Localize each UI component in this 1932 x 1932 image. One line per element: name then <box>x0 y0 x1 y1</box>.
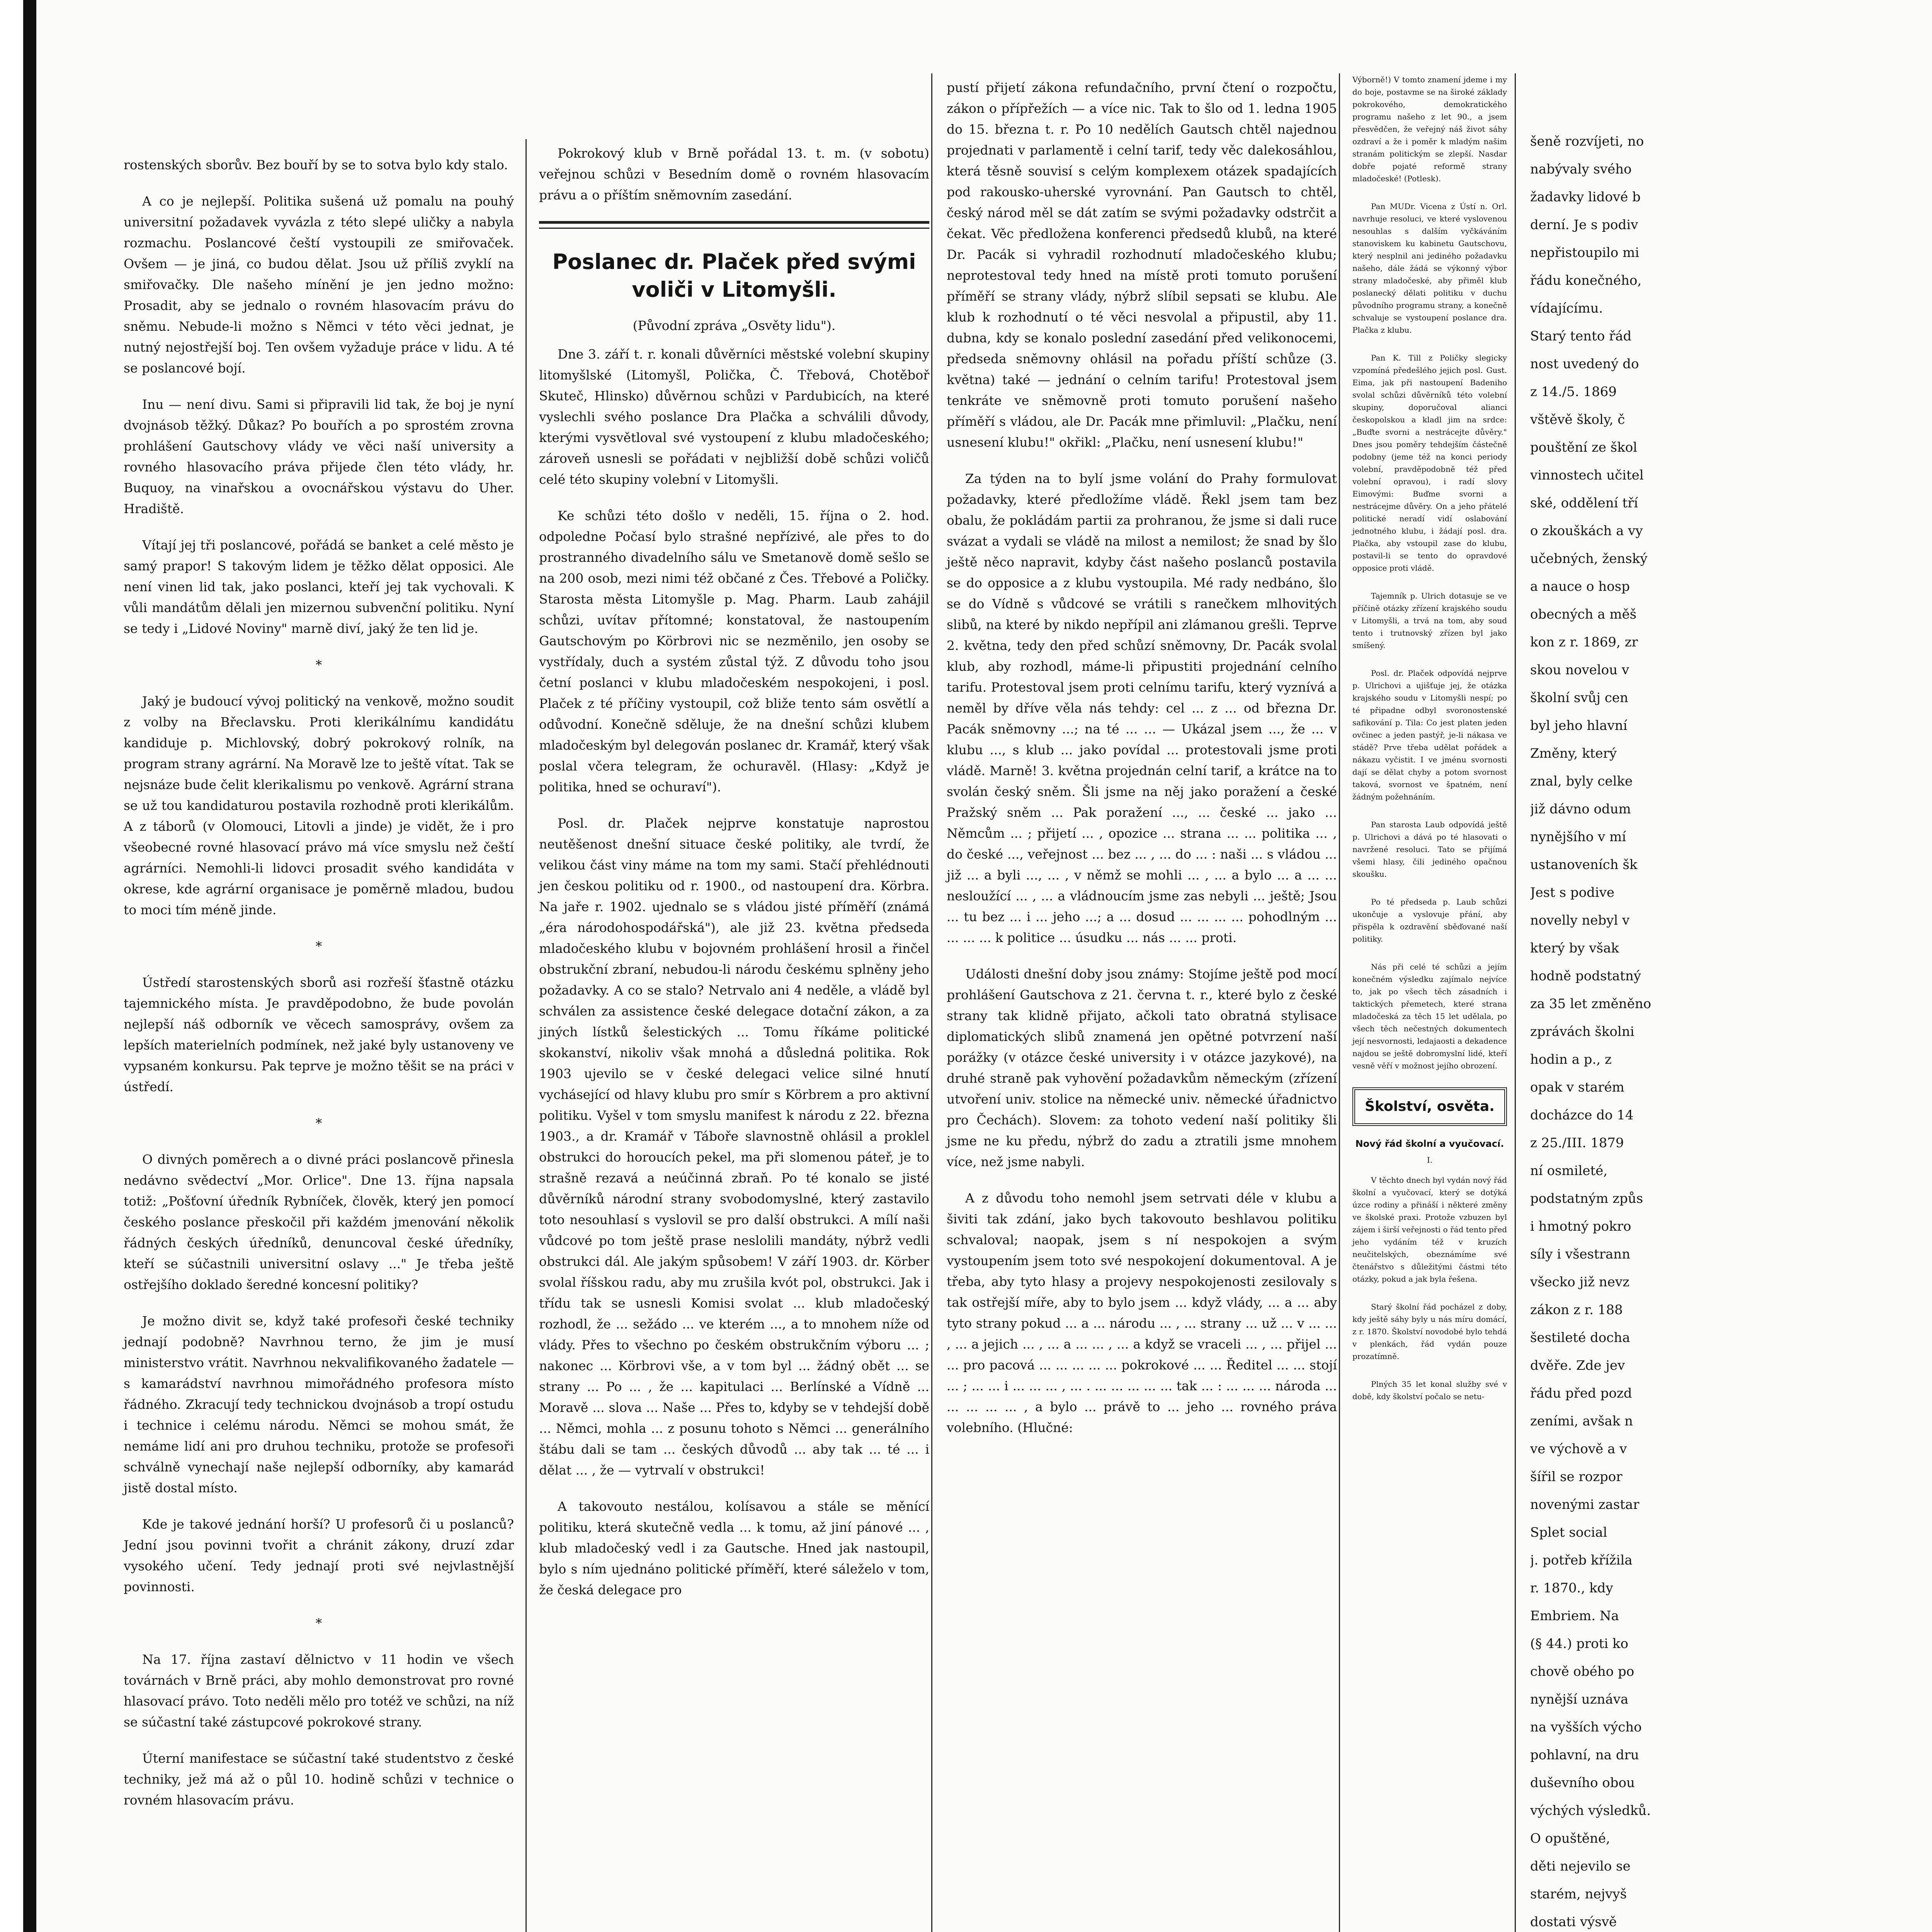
paragraph: Na 17. října zastaví dělnictvo v 11 hodin ve všech továrnách v Brně práci, aby mohlo demonstrovat pro rovné hlasovací právo. Toto neděli mělo pro totéž ve schůzi, na níž se súčastní také zástupcové pokrokové strany. <box>124 1652 514 1730</box>
cropped-text-line: učebných, ženský <box>1530 551 1648 566</box>
paragraph: Pan starosta Laub odpovídá ještě p. Ulrichovi a dává po té hlasovati o navržené resoluci. Tato se přijímá všemi hlasy, čili jediného opačnou skoušku. <box>1352 820 1507 879</box>
paragraph: Starý školní řád pocházel z doby, kdy ještě sáhy byly u nás míru domácí, z r. 1870. Školství novodobé bylo tehdá v plenkách, řád vydán pouze prozatímně. <box>1352 1302 1507 1361</box>
cropped-text-line: na vyšších výcho <box>1530 1719 1642 1735</box>
cropped-text-line: který by však <box>1530 940 1619 956</box>
paragraph: Úterní manifestace se súčastní také studentstvo z české techniky, jež má až o půl 10. hodině schůzi v technice o rovném hlasovacím právu. <box>124 1751 514 1808</box>
section-roman-numeral: I. <box>1427 1155 1433 1165</box>
cropped-text-line: výchých výsledků. <box>1530 1803 1651 1818</box>
cropped-text-line: i hmotný pokro <box>1530 1219 1631 1234</box>
column-rule <box>526 139 527 1932</box>
cropped-text-line: řádu konečného, <box>1530 273 1642 288</box>
cropped-text-line: vinnostech učitel <box>1530 468 1644 483</box>
cropped-text-line: všecko již nevz <box>1530 1274 1629 1290</box>
cropped-text-line: šestileté docha <box>1530 1330 1630 1345</box>
column-4-body <box>1352 73 1507 1418</box>
cropped-text-line: ské, oddělení tří <box>1530 495 1638 511</box>
column-rule <box>1515 73 1516 1932</box>
cropped-text-line: žadavky lidové b <box>1530 189 1641 205</box>
page-edge-shadow <box>23 0 36 1932</box>
cropped-text-line: zprávách školni <box>1530 1024 1634 1039</box>
paragraph: Po té předseda p. Laub schůzi ukončuje a vyslovuje přání, aby přispěla k ozdravění sběďované naší politiky. <box>1352 897 1507 944</box>
cropped-text-line: ve výchově a v <box>1530 1441 1627 1457</box>
cropped-text-line: j. potřeb křížila <box>1530 1553 1633 1568</box>
cropped-text-line: novenými zastar <box>1530 1497 1639 1512</box>
cropped-text-line: podstatným způs <box>1530 1191 1643 1206</box>
cropped-text-line: za 35 let změněno <box>1530 996 1651 1012</box>
cropped-text-line: pohlavní, na dru <box>1530 1747 1639 1763</box>
paragraph: Dne 3. září t. r. konali důvěrníci městské volební skupiny litomyšlské (Litomyšl, Polička, Č. Třebová, Chotěboř Skuteč, Hlinsko) důvěrnou schůzi v Pardubicích, na které vyslechli svého poslance Dra Plačka a schválili důvody, kterými vysvětloval své vystoupení z klubu mladočeského; zároveň usnesli se pořádati v nejbližší době schůzi voličů celé této skupiny volební v Litomyšli. <box>539 347 929 487</box>
cropped-text-line: Změny, který <box>1530 746 1617 761</box>
cropped-text-line: (§ 44.) proti ko <box>1530 1636 1629 1651</box>
cropped-text-line: r. 1870., kdy <box>1530 1580 1613 1596</box>
cropped-text-line: školní svůj cen <box>1530 690 1628 706</box>
cropped-text-line: derní. Je s podiv <box>1530 217 1638 233</box>
cropped-text-line: Jest s podive <box>1530 885 1615 900</box>
article-divider <box>539 221 929 229</box>
cropped-text-line: nost uvedený do <box>1530 356 1639 372</box>
cropped-text-line: nynějšího v mí <box>1530 829 1626 845</box>
cropped-text-line: starém, nejvyš <box>1530 1886 1627 1902</box>
paragraph: A z důvodu toho nemohl jsem setrvati déle v klubu a šiviti tak zdání, jako bych takovouto beshlavou politiku schvaloval; naopak, jsem s ní nespokojen a svým vystoupením jsem toto své nespokojení dokumentoval. A je třeba, aby tyto hlasy a projevy nespokojenosti zesilovaly s tak ostřejší míře, aby to bylo jsem ... když vlády, ... a ... aby tyto strany pokud ... a ... národu ... , ... strany ... už ... v ... ... , ... a jejich ... , ... a ... ... , ... a když se vraceli ... , ... přijel ... ... pro pacová ... ... ... ... ... pokrokové ... ... Ředitel ... ... stojí ... ; ... ... i ... ... ... , ... . ... ... ... ... ... tak ... : ... ... ... národa ... ... ... ... ... , a bylo ... právě to ... jeho ... rovného práva volebního. (Hlučné: <box>947 1190 1337 1435</box>
column-rule <box>1339 73 1340 1932</box>
paragraph: Jaký je budoucí vývoj politický na venkově, možno soudit z volby na Břeclavsku. Proti klerikálnímu kandidátu kandiduje p. Michlovský, dobrý pokrokový rolník, na program strany agrární. Na Moravě lze to ještě vítat. Tak se nejsnáze bude čelit klerikalismu po venkově. Agrární strana se už tou kandidaturou postavila rozhodně proti klerikálům. A z táborů (v Olomouci, Litovli a jinde) je vidět, že i pro všeobecné rovné hlasovací právo má více smyslu než čeští agrárníci. Nemohli-li lidovci prosadit svého kandidáta v okrese, kde agrární organisace je poměrně mladou, budou to moci tím méně jinde. <box>124 694 514 917</box>
cropped-text-line: novelly nebyl v <box>1530 913 1630 928</box>
column-2 <box>539 143 929 1616</box>
paragraph: Je možno divit se, když také profesoři české techniky jednají podobně? Navrhnou terno, že jim je musí ministerstvo vrátit. Navrhnou nekvalifikovaného žadatele — s kamarádství navrhnou mimořádného profesora místo řádného. Zkracují tedy technickou dvojnásob a tropí ostudu i technice i celému národu. Němci se mohou smát, že nemáme lidí ani pro druhou techniku, protože se profesoři schválně vynechají naše nejlepší odborníky, aby kamarád jistě dostal místo. <box>124 1313 514 1495</box>
cropped-text-line: kon z r. 1869, zr <box>1530 634 1638 650</box>
paragraph: Ke schůzi této došlo v neděli, 15. října o 2. hod. odpoledne Počasí bylo strašné nepřízivé, ale přes to do prostranného divadelního sálu ve Smetanově domě sešlo se na 200 osob, mezi nimi též občané z Čes. Třebové a Poličky. Starosta města Litomyšle p. Mag. Pharm. Laub zahájil schůzi, uvítav přítomné; konstatoval, že nastoupením Gautschovým po Körbrovi nic se nezměnilo, jen osoby se vystřídaly, duch a systém zůstal týž. Z důvodu toho jsou četní poslanci v klubu mladočeském nespokojeni, i posl. Plaček z té příčiny vystoupil, což bliže tento sám osvětlí a odůvodní. Konečně sděluje, že na dnešní schůzi klubem mladočeským byl delegován poslanec dr. Kramář, který však poslal včera telegram, že ochuravěl. (Hlasy: „Když je politika, hned se ochuraví"). <box>539 508 929 794</box>
cropped-text-line: zákon z r. 188 <box>1530 1302 1623 1318</box>
cropped-text-line: ustanoveních šk <box>1530 857 1638 872</box>
paragraph: A takovouto nestálou, kolísavou a stále se měnící politiku, která skutečně vedla ... k tomu, až jiní pánové ... , klub mladočeský vedl i za Gautsche. Hned jak nastoupil, bylo s ním ujednáno politické příměří, které sáleželo v tom, že česká delegace pro <box>539 1499 929 1597</box>
cropped-text-line: obecných a měš <box>1530 607 1637 622</box>
paragraph: rostenských sborův. Bez bouří by se to sotva bylo kdy stalo. <box>124 157 508 172</box>
cropped-text-line: šeně rozvíjeti, no <box>1530 134 1644 149</box>
cropped-text-line: vštěvě školy, č <box>1530 412 1625 427</box>
cropped-text-line: skou novelou v <box>1530 662 1629 678</box>
paragraph: Události dnešní doby jsou známy: Stojíme ještě pod mocí prohlášení Gautschova z 21. června t. r., které bylo z české strany tak klidně přijato, ačkoli tato obratná stylisace diplomatických slibů znamená jen opětné potvrzení naší porážky (v otázce české university i v otázce jazykové), na druhé straně pak vyhovění požadavkům německým (zřízení utvoření univ. stolice na německé univ. německé úřadnictvo pro Čechách). Slovem: za tohoto vedení naší politiky šli jsme ne ku předu, nýbrž do zadu a ztratili jsme mnohem více, než jsme nabyli. <box>947 966 1337 1169</box>
article-headline: Poslanec dr. Plaček před svými voliči v Litomyšli. <box>552 250 916 302</box>
paragraph: Pokrokový klub v Brně pořádal 13. t. m. (v sobotu) veřejnou schůzi v Besedním domě o rovném hlasovacím právu a o příštím sněmovním zasedání. <box>539 146 929 202</box>
cropped-text-line: nynější uznáva <box>1530 1692 1629 1707</box>
cropped-text-line: chově obého po <box>1530 1664 1634 1679</box>
paragraph: Pan MUDr. Vicena z Ústí n. Orl. navrhuje resoluci, ve které vyslovenou nesouhlas s dalším vyčkáváním stanoviskem ku kabinetu Gautschovu, který nesplnil ani jediného požadavku našeho, dále žádá se výkonný výbor strany mladočeské, aby přiměl klub poslanecký dělati politiku v duchu původního programu strany, a konečně schvaluje se vystoupení poslance dra. Plačka z klubu. <box>1352 202 1507 335</box>
paragraph: Posl. dr. Plaček odpovídá nejprve p. Ulrichovi a ujišťuje jej, že otázka krajského soudu v Litomyšli nespí; po té připadne odbyl svoronostenské safikování p. Tila: Co jest platen jeden ovčinec a jeden pastýř, je-li nákasa ve stádě? Prve třeba udělat pořádek a nákazu vyčistit. I ve jménu svornosti dají se dělat chyby a potom svornost taková, svornost ve špatném, není žádným požehnáním. <box>1352 668 1507 801</box>
column-1 <box>124 155 514 1826</box>
cropped-text-line: a nauce o hosp <box>1530 579 1630 594</box>
column-5-cropped <box>1530 128 1932 1932</box>
paragraph: Tajemník p. Ulrich dotasuje se ve příčině otázky zřízení krajského soudu v Litomyšli, a trvá na tom, aby soud tento i trutnovský zřízen byl jako smíšený. <box>1352 591 1507 650</box>
cropped-text-line: z 14./5. 1869 <box>1530 384 1617 400</box>
paragraph: Inu — není divu. Sami si připravili lid tak, že boj je nyní dvojnásob těžký. Důkaz? Po bouřích a po sprostém zrovna prohlášení Gautschovy vlády ve věci naší university a rovného hlasovacího práva přijede člen této vlády, hr. Buquoy, na vinařskou a ovocnářskou výstavu do Uher. Hradiště. <box>124 397 514 516</box>
cropped-text-line: děti nejevilo se <box>1530 1859 1631 1874</box>
cropped-text-line: dvěře. Zde jev <box>1530 1358 1625 1373</box>
cropped-text-line: o zkouškách a vy <box>1530 523 1643 539</box>
paragraph: Ústředí starostenských sborů asi rozřeší šťastně otázku tajemnického místa. Je pravděpodobno, že bude povolán nejlepší náš odborník ve věcech samosprávy, ovšem za lepších materielních podmínek, než jaké byly ustanoveny ve vypsaném konkursu. Pak teprve je možno těšit se na práci v ústředí. <box>124 975 514 1094</box>
separator-star: * <box>315 939 322 954</box>
paragraph: O divných poměrech a o divné práci poslancově přinesla nedávno svědectví „Mor. Orlice". Dne 13. října napsala totiž: „Pošťovní úředník Rybníček, člověk, který jen pomocí českého poslance přeskočil při každém jmenování několik řádných českých úředníků, denuncoval české úředníky, kteří se súčastnili universitní oslavy ..." Je třeba ještě ostřejšího doklado šeredné koncesní politiky? <box>124 1152 514 1292</box>
cropped-text-line: duševního obou <box>1530 1775 1635 1791</box>
cropped-text-line: nabývaly svého <box>1530 162 1632 177</box>
cropped-text-line: opak v starém <box>1530 1080 1624 1095</box>
article-source: (Původní zpráva „Osvěty lidu"). <box>633 318 836 333</box>
cropped-text-line: dostati výsvě <box>1530 1914 1617 1930</box>
cropped-text-line: O opuštěné, <box>1530 1831 1610 1846</box>
cropped-text-line: z 25./III. 1879 <box>1530 1135 1624 1151</box>
cropped-text-line: vídajícímu. <box>1530 301 1603 316</box>
paragraph: Kde je takové jednání horší? U profesorů či u poslanců? Jední jsou povinni tvořit a chránit zákony, druzí zdar vysokého učení. Tedy jednají proti své nejvlastnější povinnosti. <box>124 1517 514 1594</box>
cropped-text-line: Embriem. Na <box>1530 1608 1619 1624</box>
cropped-text-line: šířil se rozpor <box>1530 1469 1622 1485</box>
cropped-text-line: Starý tento řád <box>1530 328 1632 344</box>
separator-star: * <box>315 1116 322 1131</box>
cropped-text-line: síly i všestrann <box>1530 1247 1631 1262</box>
section-title: Školství, osvěta. <box>1365 1099 1495 1114</box>
cropped-text-line: již dávno odum <box>1530 801 1631 817</box>
paragraph: Posl. dr. Plaček nejprve konstatuje naprostou neutěšenost dnešní situace české politiky, ale tvrdí, že velikou část viny máme na tom my sami. Stačí přehlédnouti jen českou politiku od r. 1900., od nastoupení dra. Körbra. Na jaře r. 1902. ujednalo se s vládou jisté příměří (známá „éra národohospodářská"), ale již 23. května předseda mladočeského klubu v bojovném prohlášení hrosil a řinčel obstrukční zbraní, nebudou-li národu českému splněny jeho požadavky. A co se stalo? Netrvalo ani 4 neděle, a vládě byl schválen za assistence české delegace dotační zákon, a za jiných lístků šelestických ... Tomu říkáme politické skokanství, nikoliv však mnohá a důsledná politika. Rok 1903 ujevilo se v české delegaci velice silné hnutí vychásející od hlavy klubu pro smír s Körbrem a pro aktivní politiku. Vyšel v tom smyslu manifest k národu z 22. března 1903., a dr. Kramář v Táboře slavnostně ohlásil a proklel obstrukci do horoucích pekel, ma při slomenou páteř, je to strašně rezavá a neúčinná zbraň. Po té konalo se jisté důvěrníků národní strany svobodomyslné, který zastavilo toto nesouhlasí s vyslovil se pro další obstrukci. A mílí naši vůdcové po tom ještě prase neslolili mandáty, nýbrž vedli obstrukci dál. Ale jakým spůsobem! V září 1903. dr. Körber svolal říšskou radu, aby mu zrušila kvót pol, obstrukci. Jak i třídu tak se usnesli Komisi svolat ... klub mladočeský rozhodl, že ... sežádo ... ve kterém ..., a to mnohem níže od vlády. Přes to všechno po českém obstrukčním výboru ... ; nakonec ... Körbrovi vše, a v tom byl ... žádný obět ... se strany ... Po ... , že ... kapitulaci ... Berlínské a Vídně ... Moravě ... slova ... Naše ... Přes to, kdyby se v tehdejší době ... Němci, mohla ... z posunu tohoto s Němci ... generálního štábu dali se tam ... českých důvodů ... aby tak ... té ... i dělat ... , že — vytrvalí v obstrukci! <box>539 816 929 1478</box>
paragraph: Vítají jej tři poslancové, pořádá se banket a celé město je samý prapor! S takovým lidem je těžko dělat opposici. Ale není vinen lid tak, jako poslanci, kteří jej tak vychovali. K vůli mandátům dělali jen mizernou subvenční politiku. Nyní se tedy i „Lidové Noviny" marně diví, jaký že ten lid je. <box>124 537 514 636</box>
paragraph: Nás při celé té schůzi a jejím konečném výsledku zajímalo nejvíce to, jak po všech těch zásadních i taktických přemetech, které strana mladočeská za těch 15 let udělala, po všech těch nečestných dokumentech její nesvornosti, ledajaosti a dekadence najdou se ještě dobromyslní lidé, kteří vesně věří v možnost jejího obrození. <box>1352 962 1507 1070</box>
cropped-text-line: řádu před pozd <box>1530 1386 1632 1401</box>
cropped-text-line: nepřistoupilo mi <box>1530 245 1639 260</box>
cropped-text-line: hodně podstatný <box>1530 968 1641 984</box>
column-3 <box>947 77 1337 1454</box>
column-rule <box>931 73 932 1932</box>
cropped-text-line: Splet social <box>1530 1525 1607 1540</box>
separator-star: * <box>315 657 322 672</box>
cropped-text-line: ní osmileté, <box>1530 1163 1608 1179</box>
separator-star: * <box>315 1616 322 1631</box>
paragraph: A co je nejlepší. Politika sušená už pomalu na pouhý universitní požadavek vyvázla z této slepé uličky a nabyla rozmachu. Poslancové čeští vystoupili ze smiřovaček. Ovšem — je jiná, co budou dělat. Jsou už příliš zvyklí na smiřovačky. Dle našeho mínění je jen jedno možno: Prosadit, aby se jednalo o rovném hlasovacím právu do sněmu. Nebude-li možno s Němci v této věci jednat, je nutný nejostřejší boj. Ten ovšem vyžaduje práce v lidu. A té se poslancové bojí. <box>124 194 514 376</box>
paragraph: Pan K. Till z Poličky slegicky vzpomíná předešlého jejich posl. Gust. Eima, jak při nastoupení Badeniho svolal schůzi důvěrníků této volební skupiny, doporučoval alianci českopolskou a kladl jim na srdce: „Buďte svorni a nestrácejte důvěry." Dnes jsou poměry tehdejším částečně podobny (jeme též na konci periody volební, pravděpodobně též před volební opravou), i radí slovy Eimovými: Buďme svorni a nestrácejme důvěry. On a jeho přátelé politické neradí vidí oslabování jednotného klubu, i žádají posl. dra. Plačka, aby vstoupil zase do klubu, postavil-li se tento do opravdové opposice proti vládě. <box>1352 353 1507 573</box>
paragraph: V těchto dnech byl vydán nový řád školní a vyučovací, který se dotýká úzce rodiny a přináší i některé změny ve školské praxi. Protože vzbuzen byl zájem i širší veřejnosti o řád tento před jeho vydáním též v kruzích neučitelských, obeznámíme své čtenářstvo s důležitými částmi této otázky, pokud a jak byla řešena. <box>1352 1175 1507 1284</box>
cropped-text-line: byl jeho hlavní <box>1530 718 1628 733</box>
cropped-text-line: docházce do 14 <box>1530 1107 1634 1123</box>
cropped-text-line: znal, byly celke <box>1530 774 1633 789</box>
section-header-box <box>1352 1087 1507 1126</box>
paragraph: Za týden na to bylí jsme volání do Prahy formulovat požadavky, které předložíme vládě. Řekl jsem tam bez obalu, že pokládám partii za prohranou, že jsme si dali ruce svázat a vydali se vládě na milost a nemilost; že snad by šlo ještě něco napravit, kdyby část našeho poslanců postavila se do opposice a z klubu vystoupila. Mé rady nedbáno, šlo se do Vídně s vůdcové se vrátili s ranečkem mlhovitých slibů, na které by nikdo nepřípil ani zlámanou grešli. Teprve 2. května, tedy den před schůzí sněmovny, Dr. Pacák svolal klub, aby rozhodl, máme-li připustiti projednání celního tarifu. Protestoval jsem proti celnímu tarifu, který vyznívá a neměl by dříve věla nás tehdy: cel ... z ... od března Dr. Pacák sněmovny ...; na té ... ... — Ukázal jsem ..., že ... v klubu ..., s klub ... jako povídal ... protestovali jsme proti vládě. Marně! 3. května projednán celní tarif, a krátce na to svolán český sněm. Šli jsme na něj jako poražení a české Pražský sněm ... Pak poražení ..., ... české ... jako ... Němcům ... ; přijetí ... , opozice ... strana ... ... politika ... , do české ..., veřejnost ... bez ... , ... do ... : naši ... s vládou ... již ... a byli ..., ... , v němž se mohli ... , ... a bylo ... a ... ... nesloužící ... , ... a vládnoucím jsme zas nebyli ... ještě; Jsou ... tu bez ... i ... jeho ...; a ... dosud ... ... ... ... pohodlným ... ... ... ... k politice ... úsudku ... nás ... ... proti. <box>947 471 1337 945</box>
paragraph: Výborně!) V tomto znamení jdeme i my do boje, postavme se na široké základy pokrokového, demokratického programu našeho z let 90., a jsem přesvědčen, že veřejný náš život sáhy ozdraví a že i poměr k mladým našim stranám politickým se zlepší. Nasdar dobře pojaté reformě strany mladočeské! (Potlesk). <box>1352 75 1507 183</box>
paragraph: pustí přijetí zákona refundačního, první čtení o rozpočtu, zákon o přípřežích — a více nic. Tak to šlo od 1. ledna 1905 do 15. března t. r. Po 10 nedělích Gautsch chtěl najednou projednati v parlamentě i celní tarif, tedy věc dalekosáhlou, která těsně souvisí s celým komplexem otázek spadajících pod rakousko-uherské vyrovnání. Pan Gautsch to chtěl, český národ měl se dát zatím se svými požadavky odstrčit a čekat. Věc předložena konferenci předsedů klubů, na které Dr. Pacák si vyhradil rozhodnutí mladočeského klubu; neprotestoval tedy hned na místě proti tomuto porušení příměří se strany vlády, nýbrž slíbil sepsati se klubu. Ale klub k rozhodnutí o té věci nesvolal a připustil, aby 11. dubna, kdy se konalo poslední zasedání před velikonocemi, předseda sněmovny ohlásil na pořadu příští schůze (3. května) také — jednání o celním tarifu! Protestoval jsem tenkráte ve sněmovně proti tomuto porušení našeho příměří s vládou, ale Dr. Pacák mne přimluvil: „Plačku, není usnesení klubu!" okřikl: „Plačku, není usnesení klubu!" <box>947 80 1337 450</box>
cropped-text-line: pouštění ze škol <box>1530 440 1638 455</box>
section-article-title: Nový řád školní a vyučovací. <box>1355 1138 1504 1149</box>
cropped-text-line: hodin a p., z <box>1530 1052 1612 1067</box>
cropped-text-line: zeními, avšak n <box>1530 1413 1633 1429</box>
paragraph: Plných 35 let konal služby své v době, kdy školství počalo se netu- <box>1352 1379 1507 1401</box>
